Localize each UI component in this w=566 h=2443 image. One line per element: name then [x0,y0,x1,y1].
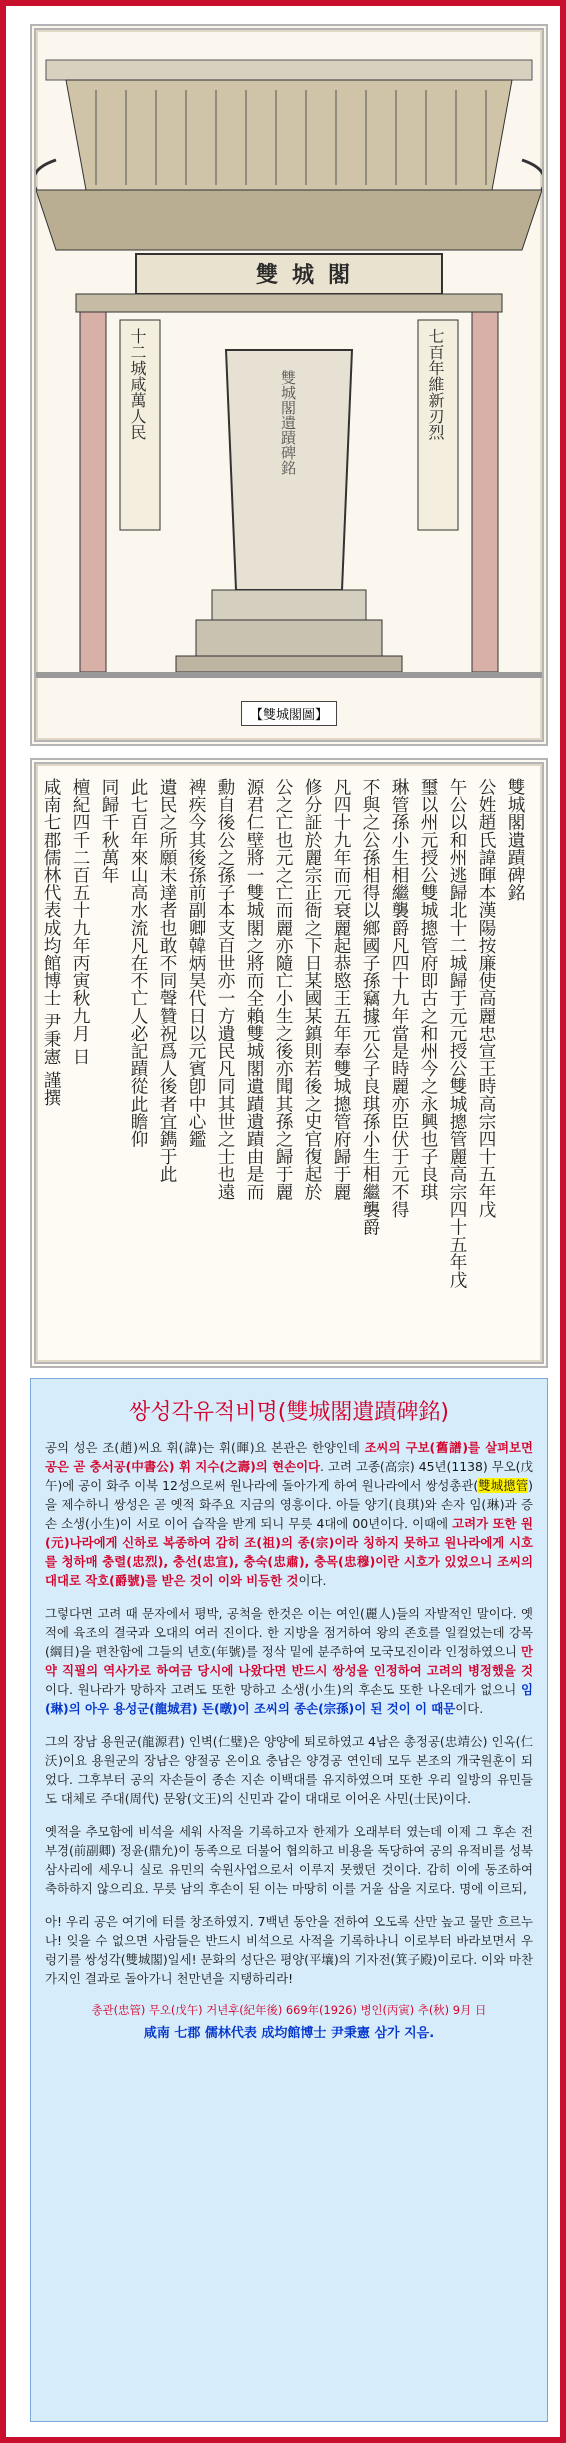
rubbing-column: 凡四十九年而元衰麗起恭愍王五年奉雙城摠管府歸于麗 [331,778,351,1201]
paragraph-5: 아! 우리 공은 여기에 터를 창조하였지. 7백년 동안을 전하여 오도록 산만 높고 물만 흐르누나! 잊을 수 없으면 사람들은 반드시 비석으로 사적을 기록하나니 이로부터 바라보면서 우렁기를 쌍성각(雙城閣)일세! 문화의 성단은 평양(平壤)의 기자전(箕子殿)이로다. 이와 마찬가지인 결과로 돌아가니 천만년을 지탱하리라! [45,1914,533,1986]
p2-highlight-b: 임(琳)의 아우 용성군(龍城君) 돈(暾)이 조씨의 종손(宗孫)이 된 것이 이 때문 [45,1682,533,1716]
translation-panel [30,1378,548,2422]
paragraph-2 [45,1604,533,1718]
rubbing-column: 公姓趙氏諱暉本漢陽按廉使高麗忠宣王時高宗四十五年戊 [476,778,496,1218]
paragraph-3: 그의 장남 용원군(龍源君) 인벽(仁璧)은 양양에 퇴로하였고 4남은 총정공(忠靖公) 인옥(仁沃)이요 용원군의 장남은 양절공 온이요 충남은 양경공 연인데 모두 본조의 개국원훈이 되었다. 그후부터 공의 자손들이 종손 지손 이백대를 유지하였으며 또한 우리 일방의 유민들도 대체로 주대(周代) 문왕(文王)의 신민과 같이 대대로 이어온 사민(士民)이다. [45,1734,533,1806]
rubbing-column: 咸南七郡儒林代表成均館博士 尹秉憲 謹撰 [41,778,61,1106]
monument-inscription: 雙城閣遺蹟碑銘 [279,370,297,475]
rubbing-column: 遺民之所願未達者也敢不同聲贊祝爲人後者宜鐫于此 [157,778,177,1183]
rubbing-column: 琳管孫小生相繼襲爵凡四十九年當是時麗亦臣伏于元不得 [389,778,409,1218]
rubbing-column: 同歸千秋萬年 [99,778,119,884]
article-title: 쌍성각유적비명(雙城閣遺蹟碑銘) [129,1400,449,1425]
p2-text-a: 그렇다면 고려 때 문자에서 평박, 공척을 한것은 이는 여인(麗人)들의 자발적인 말이다. 옛적에 육조의 결국과 오대의 여러 진이다. 한 지방을 점거하여 왕의 존호를 일컬었는데 강목(綱目)을 편찬함에 그들의 년호(年號)를 정삭 밑에 분주하여 모국모진이라 인정하였으니 [45,1606,533,1659]
pavilion-sign: 雙城閣 [256,262,365,288]
footer-date: 총관(忠管) 무오(戊午) 거년후(紀年後) 669年(1926) 병인(丙寅) 추(秋) 9月 日 [91,2003,487,2017]
rubbing-column: 修分証於麗宗正衙之下日某國某鎮則若後之史官復起於 [302,778,322,1201]
p2-text-c: 이다. [455,1701,484,1716]
right-plaque-text: 七百年維新刃烈 [426,328,445,440]
rubbing-column: 不與之公孫相得以鄉國子孫竊據元公子良琪孫小生相繼襲爵 [360,778,380,1236]
rubbing-column: 勳自後公之孫子本支百世亦一方遺民凡同其世之士也遠 [215,778,235,1201]
p1-text-c: )을 제수하니 쌍성은 곧 옛적 화주요 지금의 영흥이다. 아들 양기(良琪)와 손자 임(琳)과 증손 소생(小生)이 서로 이어 습작을 받게 되니 무릇 4대에 00년이다. 이때에 [45,1478,534,1531]
paragraph-4: 옛적을 추모함에 비석을 세워 사적을 기록하고자 한제가 오래부터 였는데 이제 그 후손 전부경(前副卿) 정윤(鼎允)이 동족으로 더불어 협의하고 비용을 독당하여 공의 유적비를 성북 삼사리에 세우니 실로 유민의 숙원사업으로서 이루지 못했던 것이다. 감히 이에 동조하여 축하하지 않으리요. 무릇 남의 후손이 된 이는 마땅히 이를 거울 삼을 지로다. 명에 이르되, [45,1824,533,1896]
p1-text-b: . 고려 고종(高宗) 45년(1138) 무오(戊午)에 공이 화주 이북 12성으로써 원나라에 돌아가게 하여 원나라에서 쌍성총관( [45,1459,534,1493]
rubbing-column: 源君仁壁將一雙城閣之將而全賴雙城閣遺蹟遺蹟由是而 [244,778,264,1201]
rubbing-column: 公之亡也元之亡而麗亦隨亡小生之後亦聞其孫之歸于麗 [273,778,293,1201]
p1-text-d: 이다. [298,1573,327,1588]
illustration-caption: 【雙城閣圖】 [241,701,337,726]
rubbing-columns [38,778,528,1352]
inscription-rubbing [30,758,548,1368]
paragraph-1 [45,1438,533,1590]
left-plaque-text: 十二城咸萬人民 [128,328,147,440]
pavilion-illustration [30,24,548,746]
rubbing-column: 午公以和州逃歸北十二城歸于元元授公雙城摠管麗高宗四十五年戊 [447,778,467,1289]
footer-author: 咸南 七郡 儒林代表 成均館博士 尹秉憲 삼가 지음. [143,2026,435,2041]
p2-text-b: 이다. 원나라가 망하자 고려도 또한 망하고 소생(小生)의 후손도 또한 나온데가 없으니 [45,1682,522,1697]
p1-text-a: 공의 성은 조(趙)씨요 휘(諱)는 휘(暉)요 본관은 한양인데 [45,1440,365,1455]
rubbing-column: 雙城閣遺蹟碑銘 [505,778,525,902]
rubbing-column: 裨疾今其後孫前副卿韓炳昊代日以元賓卽中心鑑 [186,778,206,1148]
rubbing-column: 此七百年來山高水流凡在不亡人必記蹟從此瞻仰 [128,778,148,1148]
rubbing-column: 檀紀四千二百五十九年丙寅秋九月 日 [70,778,90,1066]
p1-highlight-a: 조씨의 구보(舊譜)를 살펴보면 공은 곧 충서공(中書公) 휘 지수(之壽)의 현손이다 [45,1440,533,1474]
rubbing-column: 璽以州元授公雙城摠管府即古之和州今之永興也子良琪 [418,778,438,1201]
p2-highlight-a: 만약 직필의 역사가로 하여금 당시에 나왔다면 반드시 쌍성을 인정하여 고려의 병정했을 것 [45,1644,533,1678]
p1-highlight-b: 고려가 또한 원(元)나라에게 신하로 복종하여 감히 조(祖)의 종(宗)이라 칭하지 못하고 원나라에게 시호를 청하매 충렬(忠烈), 충선(忠宣), 충숙(忠肅), 충목(忠穆)이란 시호가 있었으니 조씨의 대대로 작호(爵號)를 받은 것이 이와 비등한 것 [45,1516,533,1588]
p1-highlight-box: 雙城摠管 [478,1478,529,1493]
